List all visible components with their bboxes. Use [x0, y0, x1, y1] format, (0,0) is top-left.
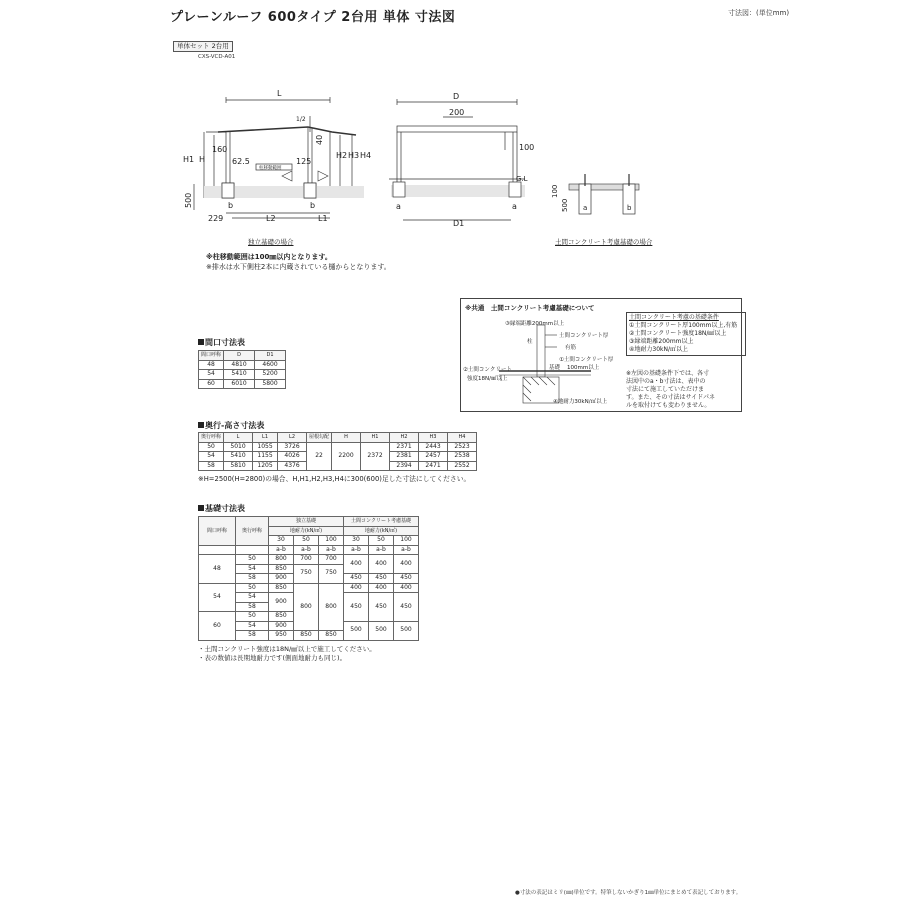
cell: 54: [199, 370, 224, 380]
note-item-concrete-strength-label: ②土間コンクリート: [463, 367, 512, 373]
page-title: プレーンルーフ 600タイプ 2台用 単体 寸法図: [170, 10, 456, 25]
note-item-100mm: 100mm以上: [567, 365, 600, 371]
dim-a-right: a: [512, 202, 517, 211]
cell-H: 2200: [332, 442, 361, 471]
dim-H3: H3: [348, 151, 360, 160]
condition-item-2: ②土間コンクリート強度18N/㎟以上: [629, 330, 727, 337]
cell: 750: [319, 564, 344, 583]
set-code: CXS-VCD-A01: [198, 54, 236, 60]
detail-dim-500: 500: [561, 198, 569, 212]
cell: 48: [199, 360, 224, 370]
set-label: 単体セット 2台用: [173, 41, 233, 52]
cell: 900: [269, 621, 294, 631]
table-row: [199, 583, 419, 593]
cell: 1055: [253, 442, 278, 452]
cell: 58: [236, 631, 269, 641]
cell: 1205: [253, 461, 278, 471]
header-cell: H3: [419, 433, 448, 443]
drawing-note-1: ※柱移動範囲は100㎜以内となります。: [206, 253, 332, 261]
cell: 400: [344, 583, 369, 593]
header-cell: L1: [253, 433, 278, 443]
dim-D: D: [453, 92, 460, 101]
table-row: [199, 379, 286, 389]
detail-dim-100: 100: [551, 184, 559, 198]
cell: 450: [369, 574, 394, 584]
cell: 4376: [278, 461, 307, 471]
header-cell: 奥行呼称: [199, 433, 224, 443]
cell: 750: [294, 564, 319, 583]
header-cell: 奥行呼称: [236, 517, 269, 546]
frontage-table-title: 間口寸法表: [198, 337, 245, 348]
cell: 850: [269, 612, 294, 622]
dim-229: 229: [208, 214, 224, 223]
dim-125: 125: [296, 157, 312, 166]
cell: 5810: [224, 461, 253, 471]
cell: 3726: [278, 442, 307, 452]
table-row: [199, 370, 286, 380]
cell: 50: [236, 555, 269, 565]
cell: 50: [236, 583, 269, 593]
note-item-concrete-strength: 強度18N/㎟以上: [467, 376, 508, 382]
cell-slope: 22: [307, 442, 332, 471]
header-cell: 屋根勾配: [307, 433, 332, 443]
cell: 500: [344, 621, 369, 640]
cell: a-b: [394, 545, 419, 555]
cell: 2443: [419, 442, 448, 452]
cell: 950: [269, 631, 294, 641]
cell: 850: [294, 631, 319, 641]
ground-level: G.L: [516, 175, 528, 183]
cell: 800: [269, 555, 294, 565]
condition-remark: [626, 370, 715, 410]
note-item-edge-distance: ③縁端距離200mm以上: [505, 321, 565, 327]
cell: 4026: [278, 452, 307, 462]
remark-line: ※左図の基礎条件下では、各寸: [626, 370, 710, 377]
cell: [199, 545, 236, 555]
cell: 2381: [390, 452, 419, 462]
dim-160: 160: [212, 145, 228, 154]
header-cell: 独立基礎: [269, 517, 344, 527]
cell: [236, 545, 269, 555]
cell: 2371: [390, 442, 419, 452]
header-cell: L: [224, 433, 253, 443]
cell: 4600: [255, 360, 286, 370]
condition-item-3: ③縁端距離200mm以上: [629, 338, 694, 345]
cell: 50: [199, 442, 224, 452]
slope-mark: 1/2: [296, 116, 306, 123]
cell: a-b: [319, 545, 344, 555]
foundation-note-1: ・土間コンクリート強度は18N/㎟以上で施工してください。: [198, 645, 376, 653]
foundation-table: [198, 516, 419, 641]
dim-a-left: a: [396, 202, 401, 211]
dim-40: 40: [315, 134, 324, 145]
cell: 400: [369, 555, 394, 574]
cell: 2457: [419, 452, 448, 462]
header-cell: H: [332, 433, 361, 443]
foundation-condition-box: [626, 312, 746, 356]
concrete-foundation-detail: [545, 172, 645, 222]
cell: 4810: [224, 360, 255, 370]
header-cell: H4: [448, 433, 477, 443]
cell: 2471: [419, 461, 448, 471]
cell: 2523: [448, 442, 477, 452]
condition-item-1: ①土間コンクリート厚100mm以上,有筋: [629, 322, 738, 329]
cell: 450: [344, 574, 369, 584]
cell: 2552: [448, 461, 477, 471]
dim-D1: D1: [453, 219, 465, 228]
cell: 400: [369, 583, 394, 593]
cell: 54: [236, 621, 269, 631]
cell: 800: [319, 583, 344, 631]
dim-100: 100: [519, 143, 535, 152]
header-cell: 土間コンクリート考慮基礎: [344, 517, 419, 527]
note-box-title: ※共通 土間コンクリート考慮基礎について: [465, 304, 595, 312]
cell: 5410: [224, 370, 255, 380]
dim-H: H: [199, 155, 206, 164]
cell: 6010: [224, 379, 255, 389]
cell: 58: [236, 602, 269, 612]
cell: 100: [394, 536, 419, 546]
note-item-post: 柱: [527, 339, 533, 345]
cell: 58: [199, 461, 224, 471]
remark-line: す。また、その寸法はサイドパネ: [626, 394, 715, 401]
note-item-foundation: 基礎: [549, 365, 561, 371]
detail-dim-a: a: [583, 204, 588, 212]
header-cell: 地耐力(kN/㎡): [344, 526, 419, 536]
dim-b-left: b: [228, 201, 234, 210]
foundation-table-title: 基礎寸法表: [198, 503, 245, 514]
cell: 500: [369, 621, 394, 640]
header-cell: 間口呼称: [199, 351, 224, 361]
cell: a-b: [269, 545, 294, 555]
cell: 50: [369, 536, 394, 546]
foundation-note-2: ・表の数値は長期地耐力です(側面地耐力も同じ)。: [198, 654, 347, 662]
cell: 850: [319, 631, 344, 641]
condition-title: 土間コンクリート考慮の基礎条件: [629, 314, 719, 321]
header-cell: 間口呼称: [199, 517, 236, 546]
caption-concrete: 土間コンクリート考慮基礎の場合: [555, 238, 653, 246]
cell: 2394: [390, 461, 419, 471]
footer-note: ●寸法の表記はミリ(㎜)単位です。特筆しないかぎり1㎜単位にまとめて表記しております。: [515, 890, 742, 896]
dim-200: 200: [449, 108, 465, 117]
cell: 58: [236, 574, 269, 584]
dim-L1: L1: [318, 214, 328, 223]
header-cell: L2: [278, 433, 307, 443]
cell: 850: [269, 583, 294, 593]
cell: 850: [269, 564, 294, 574]
cell: 30: [344, 536, 369, 546]
depth-table-note: ※H=2500(H=2800)の場合、H,H1,H2,H3,H4に300(600)足した寸法にしてください。: [198, 475, 471, 483]
cell: 54: [236, 593, 269, 603]
note-item-concrete-thickness: ①土間コンクリート厚: [559, 357, 614, 363]
header-cell: D1: [255, 351, 286, 361]
cell: a-b: [344, 545, 369, 555]
depth-table-title: 奥行-高さ寸法表: [198, 420, 264, 431]
caption-independent: 独立基礎の場合: [248, 238, 294, 246]
note-item-bearing: ④地耐力30kN/㎡以上: [553, 399, 608, 405]
cell: a-b: [369, 545, 394, 555]
remark-line: ルを取付けても変わりません。: [626, 402, 711, 409]
post-move-range-label: 柱移動範囲: [259, 166, 282, 171]
cell: a-b: [294, 545, 319, 555]
dim-500: 500: [184, 192, 193, 208]
cell: 450: [394, 574, 419, 584]
cell: 5800: [255, 379, 286, 389]
detail-dim-b: b: [627, 204, 632, 212]
cell: 50: [294, 536, 319, 546]
cell: 400: [344, 555, 369, 574]
cell: 700: [294, 555, 319, 565]
cell: 54: [199, 583, 236, 612]
dim-L2: L2: [266, 214, 276, 223]
drawing-note-2: ※排水は水下側柱2本に内蔵されている樋からとなります。: [206, 263, 391, 271]
header-cell: H2: [390, 433, 419, 443]
unit-note: 寸法図：(単位mm): [728, 9, 790, 17]
cell: 900: [269, 574, 294, 584]
cell: 500: [394, 621, 419, 640]
cell: 2538: [448, 452, 477, 462]
cell: 100: [319, 536, 344, 546]
table-row: [199, 360, 286, 370]
frontage-table: [198, 350, 286, 389]
side-elevation-drawing: [385, 90, 535, 235]
cell: 5200: [255, 370, 286, 380]
cell: 450: [369, 593, 394, 622]
dim-H1: H1: [183, 155, 195, 164]
note-box-diagram: [461, 319, 626, 409]
cell: 1155: [253, 452, 278, 462]
cell-H1: 2372: [361, 442, 390, 471]
cell: 60: [199, 612, 236, 641]
dim-L: L: [277, 89, 282, 98]
note-item-concrete-thickness-label: 土間コンクリート厚: [559, 333, 609, 339]
dim-b-right: b: [310, 201, 316, 210]
table-row: [199, 555, 419, 565]
note-item-reinforced: 有筋: [565, 345, 577, 351]
condition-item-4: ④地耐力30kN/㎡以上: [629, 346, 688, 353]
cell: 900: [269, 593, 294, 612]
cell: 700: [319, 555, 344, 565]
cell: 5010: [224, 442, 253, 452]
header-cell: 地耐力(kN/㎡): [269, 526, 344, 536]
cell: 54: [199, 452, 224, 462]
cell: 800: [294, 583, 319, 631]
cell: 450: [394, 593, 419, 622]
front-elevation-drawing: [180, 80, 380, 235]
cell: 5410: [224, 452, 253, 462]
cell: 60: [199, 379, 224, 389]
dim-H4: H4: [360, 151, 372, 160]
cell: 54: [236, 564, 269, 574]
remark-line: 法図中のa・b寸法は、表中の: [626, 378, 706, 385]
cell: 400: [394, 555, 419, 574]
depth-height-table: [198, 432, 477, 471]
cell: 48: [199, 555, 236, 584]
header-cell: D: [224, 351, 255, 361]
cell: 400: [394, 583, 419, 593]
cell: 30: [269, 536, 294, 546]
remark-line: 寸法にて施工していただけま: [626, 386, 705, 393]
header-cell: H1: [361, 433, 390, 443]
cell: 50: [236, 612, 269, 622]
dim-62-5: 62.5: [232, 157, 250, 166]
dim-H2: H2: [336, 151, 348, 160]
table-row: [199, 442, 477, 452]
cell: 450: [344, 593, 369, 622]
